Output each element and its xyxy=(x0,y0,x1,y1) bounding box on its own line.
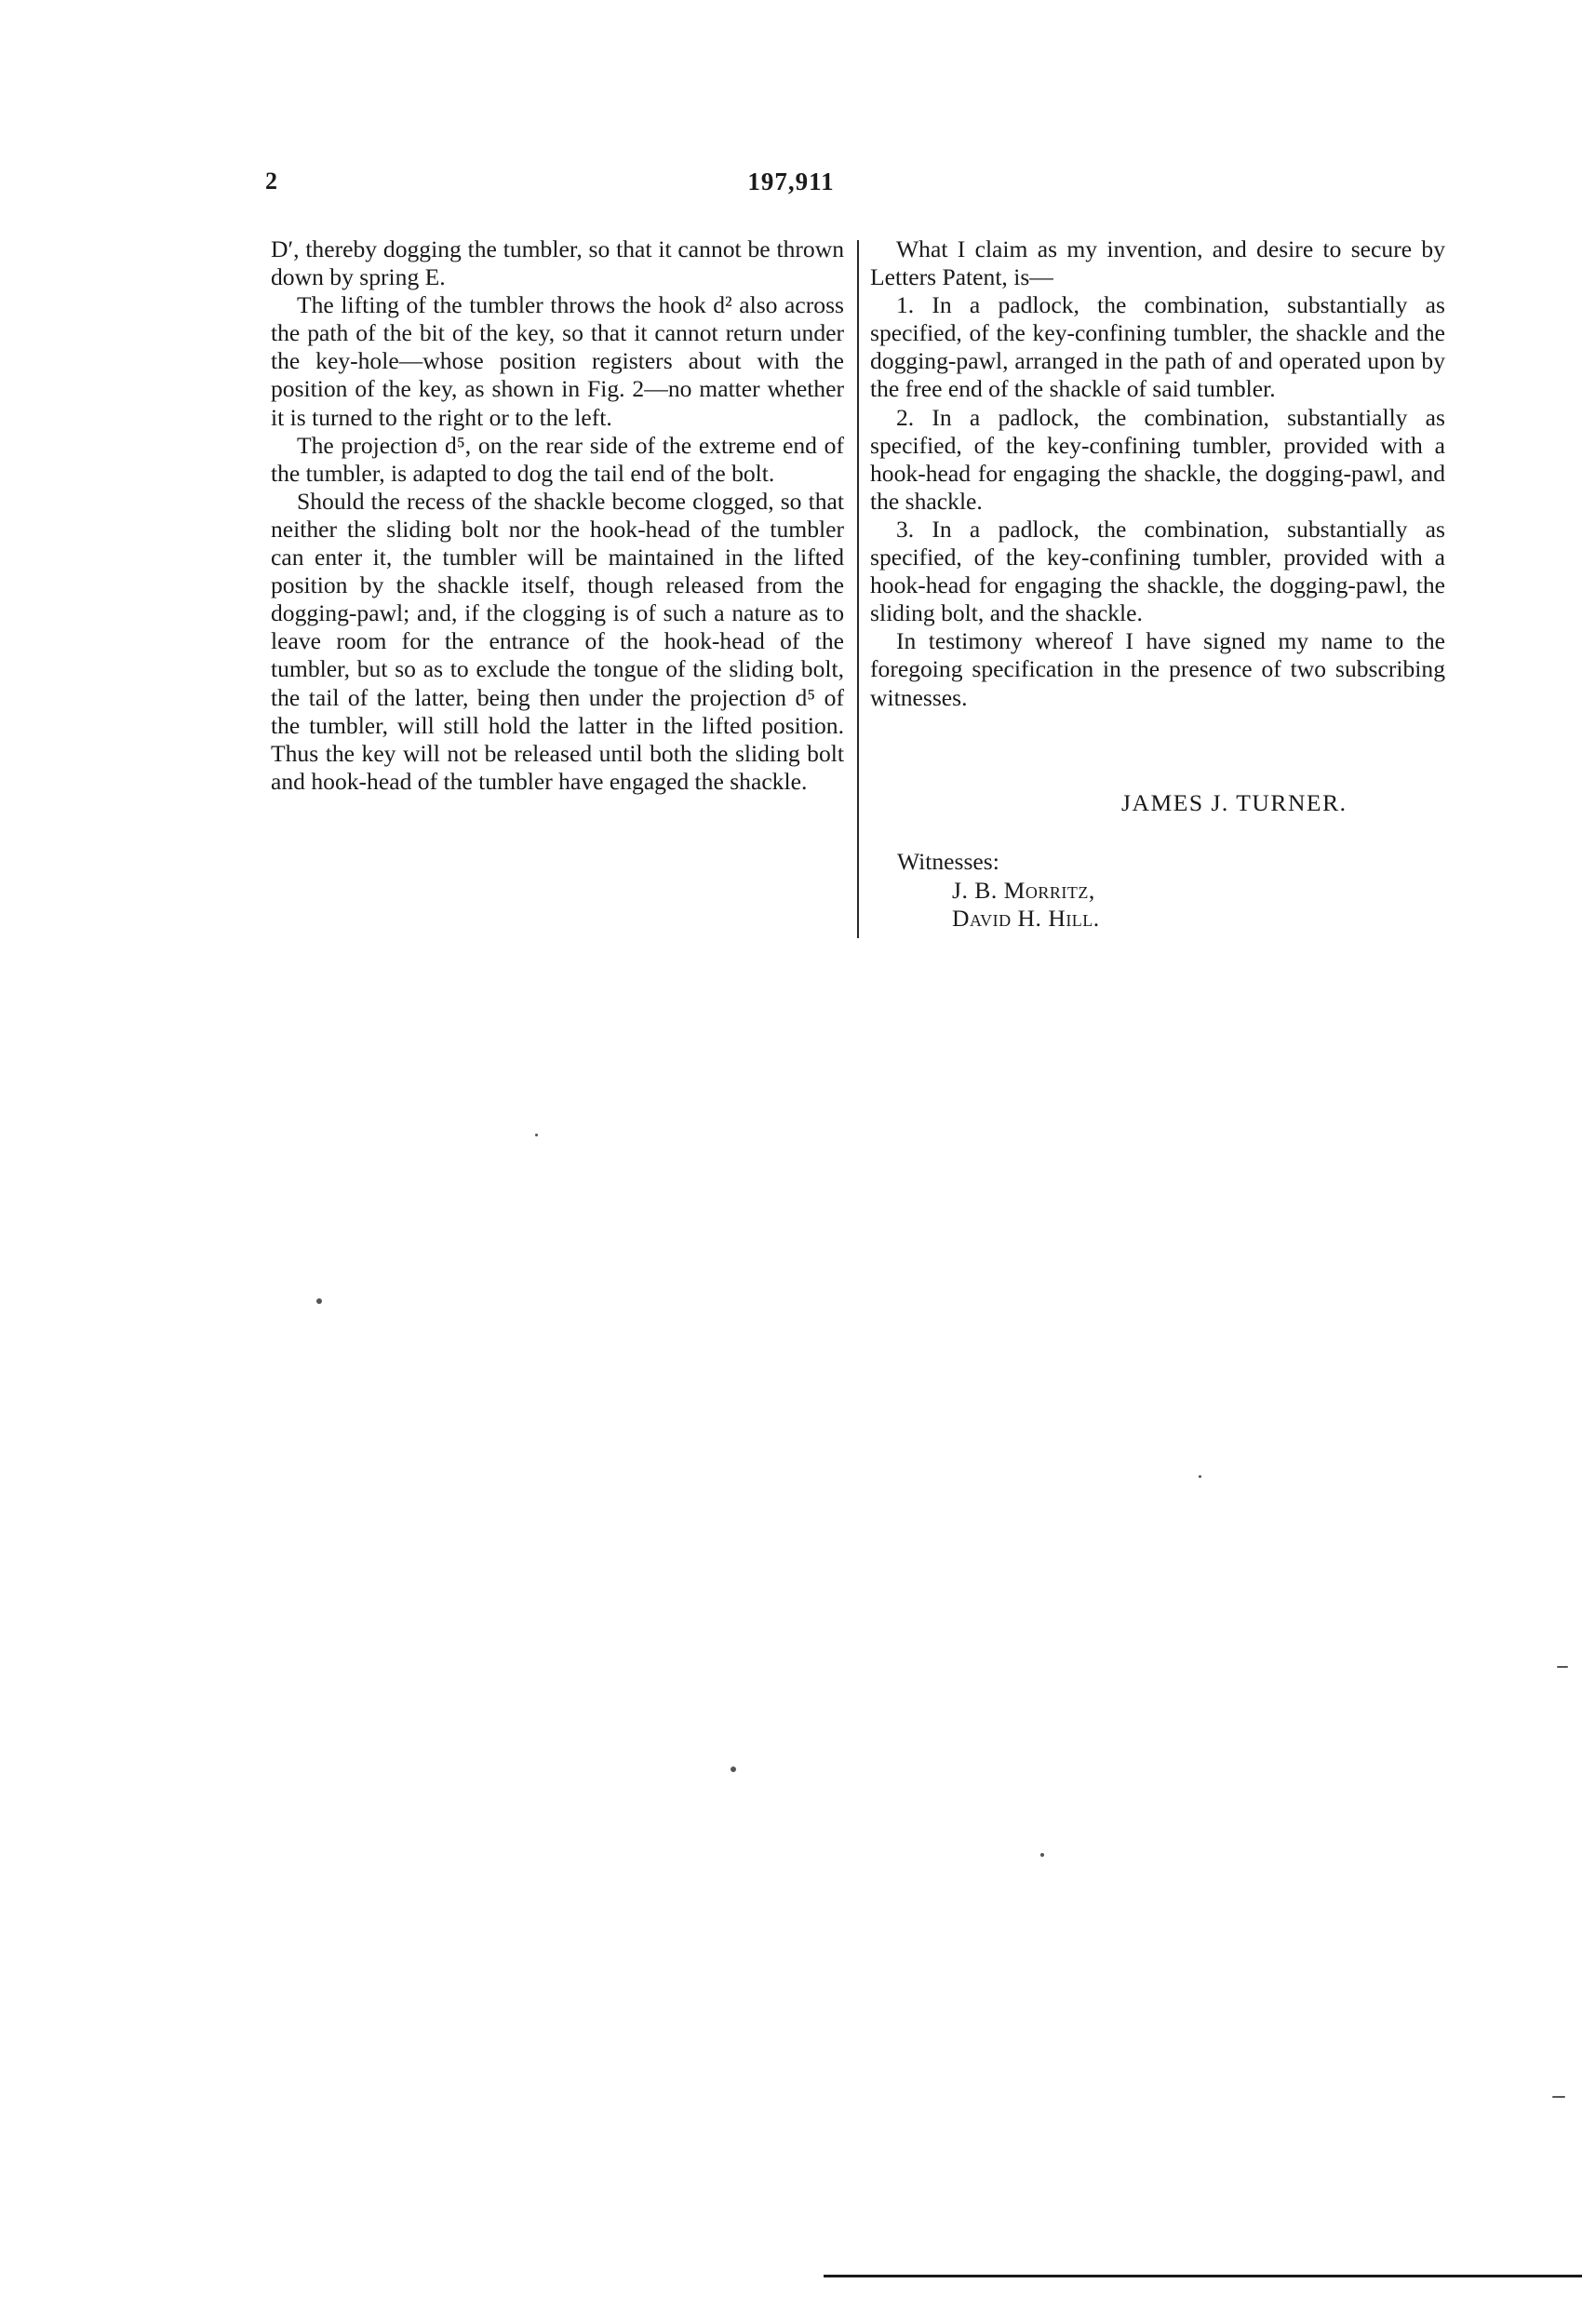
witnesses-label: Witnesses: xyxy=(897,848,999,875)
scan-speck xyxy=(1199,1475,1201,1478)
testimony-paragraph: In testimony whereof I have signed my name to the foregoing specification in the presence of two subscribing witnesses. xyxy=(870,627,1445,711)
column-divider xyxy=(857,240,859,938)
scan-speck xyxy=(316,1298,322,1304)
witness-name: J. B. Morritz, xyxy=(952,877,1095,904)
scan-speck xyxy=(1557,1666,1568,1668)
scan-speck xyxy=(731,1767,736,1772)
claims-intro: What I claim as my invention, and desire to secure by Letters Patent, is— xyxy=(870,235,1445,291)
inventor-signature: JAMES J. TURNER. xyxy=(1121,789,1347,816)
claim-2: 2. In a padlock, the combination, substantially as specified, of the key-confining tumbler, provided with a hook-head for engaging the shackle, the dogging-pawl, and the shackle. xyxy=(870,403,1445,515)
right-column xyxy=(870,235,1445,712)
scan-speck xyxy=(535,1134,538,1136)
patent-number: 197,911 xyxy=(747,168,835,195)
left-paragraph: Should the recess of the shackle become clogged, so that neither the sliding bolt nor the hook-head of the tumbler can enter it, the tumbler will be maintained in the lifted position by the shackle itself, though released from the dogging-pawl; and, if the clogging is of such a nature as to leave room for the entrance of the hook-head of the tumbler, but so as to exclude the tongue of the sliding bolt, the tail of the latter, being then under the projection d⁵ of the tumbler, will still hold the latter in the lifted position. Thus the key will not be released until both the sliding bolt and hook-head of the tumbler have engaged the shackle. xyxy=(271,487,844,795)
footer-rule xyxy=(824,2275,1582,2277)
left-paragraph: D′, thereby dogging the tumbler, so that it cannot be thrown down by spring E. xyxy=(271,235,844,291)
page-number: 2 xyxy=(265,168,277,195)
left-paragraph: The lifting of the tumbler throws the hook d² also across the path of the bit of the key, so that it cannot return under the key-hole—whose position registers about with the position of the key, as shown in Fig. 2—no matter whether it is turned to the right or to the left. xyxy=(271,291,844,431)
witness-name: David H. Hill. xyxy=(952,905,1100,932)
scan-speck xyxy=(1552,2096,1565,2098)
left-paragraph: The projection d⁵, on the rear side of the extreme end of the tumbler, is adapted to dog the tail end of the bolt. xyxy=(271,431,844,487)
scan-speck xyxy=(1040,1853,1044,1857)
left-column xyxy=(271,235,844,796)
claim-3: 3. In a padlock, the combination, substantially as specified, of the key-confining tumbler, provided with a hook-head for engaging the shackle, the dogging-pawl, the sliding bolt, and the shackle. xyxy=(870,515,1445,627)
claim-1: 1. In a padlock, the combination, substantially as specified, of the key-confining tumbler, the shackle and the dogging-pawl, arranged in the path of and operated upon by the free end of the shackle of said tumbler. xyxy=(870,291,1445,403)
